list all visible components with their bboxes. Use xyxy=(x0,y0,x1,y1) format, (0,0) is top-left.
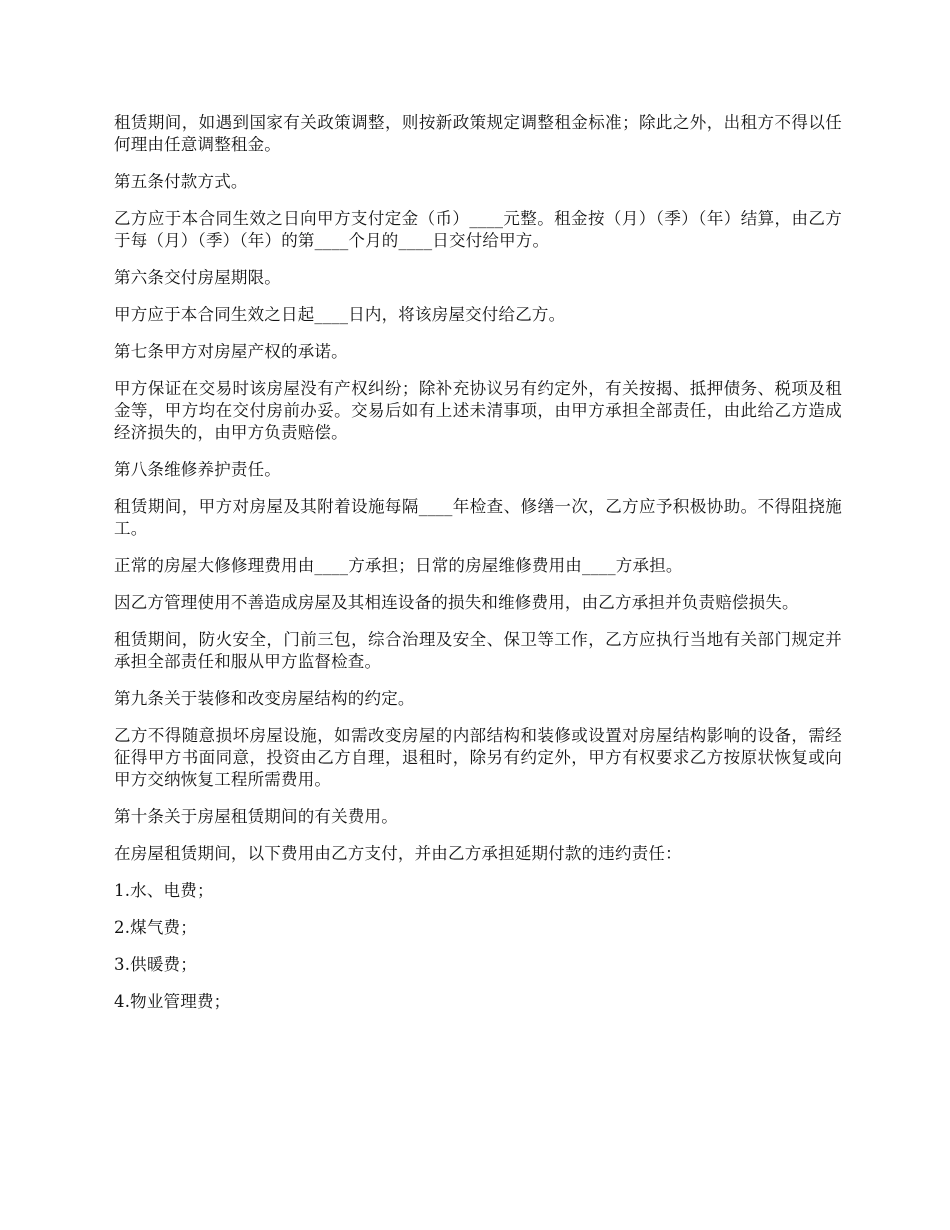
paragraph-renovation-rules: 乙方不得随意损坏房屋设施，如需改变房屋的内部结构和装修或设置对房屋结构影响的设备，需经征得甲方书面同意，投资由乙方自理，退租时，除另有约定外，甲方有权要求乙方按原状恢复或向甲方交纳恢复工程所需费用。 xyxy=(114,726,842,789)
list-item-heating: 3.供暖费； xyxy=(114,955,197,974)
heading-article-7-ownership: 第七条甲方对房屋产权的承诺。 xyxy=(114,342,348,361)
list-item-water-electricity: 1.水、电费； xyxy=(114,881,214,900)
paragraph-ownership-guarantee: 甲方保证在交易时该房屋没有产权纠纷；除补充协议另有约定外，有关按揭、抵押债务、税项及租金等，甲方均在交付房前办妥。交易后如有上述未清事项，由甲方承担全部责任，由此给乙方造成经济损失的，由甲方负责赔偿。 xyxy=(114,379,842,442)
paragraph-payment-terms: 乙方应于本合同生效之日向甲方支付定金（币）____元整。租金按（月）（季）（年）结算，由乙方于每（月）（季）（年）的第____个月的____日交付给甲方。 xyxy=(114,209,842,250)
paragraph-safety-duties: 租赁期间，防火安全，门前三包，综合治理及安全、保卫等工作，乙方应执行当地有关部门规定并承担全部责任和服从甲方监督检查。 xyxy=(114,630,842,671)
list-item-gas: 2.煤气费； xyxy=(114,918,197,937)
heading-article-8-maintenance: 第八条维修养护责任。 xyxy=(114,460,281,479)
paragraph-inspection: 租赁期间，甲方对房屋及其附着设施每隔____年检查、修缮一次，乙方应予积极协助。不得阻挠施工。 xyxy=(114,497,842,538)
paragraph-repair-costs: 正常的房屋大修修理费用由____方承担；日常的房屋维修费用由____方承担。 xyxy=(114,556,683,575)
heading-article-10-fees: 第十条关于房屋租赁期间的有关费用。 xyxy=(114,807,398,826)
list-item-property-management: 4.物业管理费； xyxy=(114,992,231,1011)
paragraph-rent-adjustment: 租赁期间，如遇到国家有关政策调整，则按新政策规定调整租金标准；除此之外，出租方不得以任何理由任意调整租金。 xyxy=(114,113,842,154)
paragraph-damage-liability: 因乙方管理使用不善造成房屋及其相连设备的损失和维修费用，由乙方承担并负责赔偿损失。 xyxy=(114,593,799,612)
heading-article-5-payment: 第五条付款方式。 xyxy=(114,172,248,191)
paragraph-delivery-deadline: 甲方应于本合同生效之日起____日内，将该房屋交付给乙方。 xyxy=(114,305,566,324)
paragraph-fees-intro: 在房屋租赁期间，以下费用由乙方支付，并由乙方承担延期付款的违约责任： xyxy=(114,844,682,863)
document-body xyxy=(114,112,842,1028)
heading-article-9-renovation: 第九条关于装修和改变房屋结构的约定。 xyxy=(114,689,415,708)
heading-article-6-delivery: 第六条交付房屋期限。 xyxy=(114,268,281,287)
